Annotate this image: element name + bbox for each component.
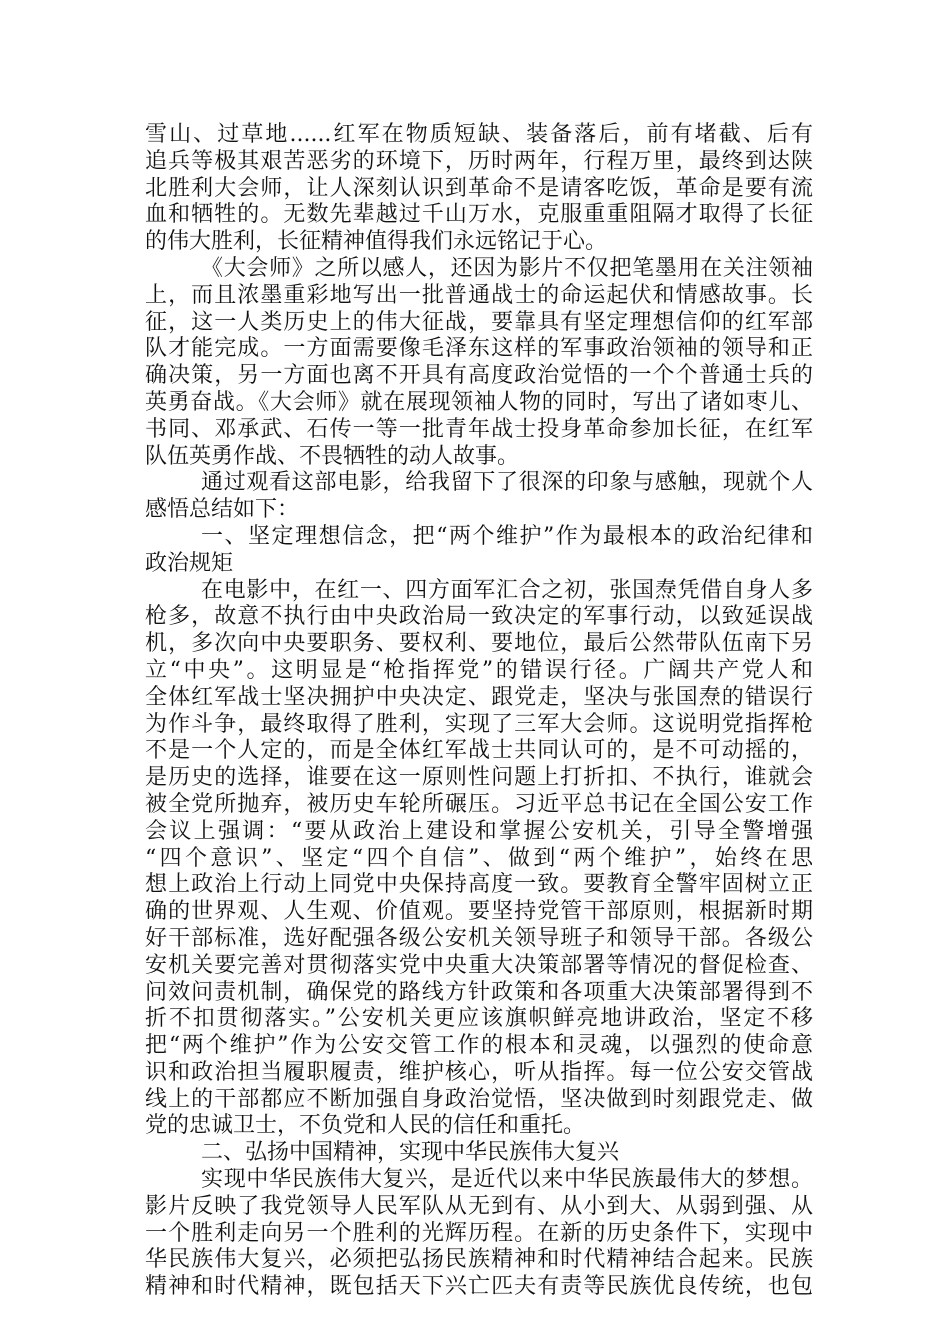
text-line: 追兵等极其艰苦恶劣的环境下，历时两年，行程万里，最终到达陕 [145, 148, 813, 174]
text-line: 把“两个维护”作为公安交管工作的根本和灵魂，以强烈的使命意 [145, 1033, 813, 1059]
text-line: 队才能完成。一方面需要像毛泽东这样的军事政治领袖的领导和正 [145, 336, 813, 362]
text-line: 实现中华民族伟大复兴，是近代以来中华民族最伟大的梦想。 [201, 1167, 813, 1193]
text-line: 北胜利大会师，让人深刻认识到革命不是请客吃饭，革命是要有流 [145, 175, 813, 201]
text-line: 队伍英勇作战、不畏牺牲的动人故事。 [145, 443, 520, 469]
text-line: 确决策，另一方面也离不开具有高度政治觉悟的一个个普通士兵的 [145, 363, 813, 389]
text-line: 枪多，故意不执行由中央政治局一致决定的军事行动，以致延误战 [145, 604, 813, 630]
text-line: 在电影中，在红一、四方面军汇合之初，张国焘凭借自身人多 [201, 577, 813, 603]
text-line: 不是一个人定的，而是全体红军战士共同认可的，是不可动摇的， [145, 738, 813, 764]
text-line: 党的忠诚卫士，不负党和人民的信任和重托。 [145, 1113, 586, 1139]
text-line: 是历史的选择，谁要在这一原则性问题上打折扣、不执行，谁就会 [145, 765, 813, 791]
text-line: 雪山、过草地......红军在物质短缺、装备落后，前有堵截、后有 [145, 122, 813, 147]
section-heading-line: 二、弘扬中国精神，实现中华民族伟大复兴 [201, 1140, 620, 1166]
text-line: 书同、邓承武、石传一等一批青年战士投身革命参加长征，在红军 [145, 416, 813, 442]
text-line: 识和政治担当履职履责，维护核心，听从指挥。每一位公安交管战 [145, 1059, 813, 1085]
text-line: 英勇奋战。《大会师》就在展现领袖人物的同时，写出了诸如枣儿、 [145, 389, 813, 415]
text-line: 问效问责机制，确保党的路线方针政策和各项重大决策部署得到不 [145, 979, 813, 1005]
text-line: 《大会师》之所以感人，还因为影片不仅把笔墨用在关注领袖 [201, 255, 813, 281]
text-line: 线上的干部都应不断加强自身政治觉悟，坚决做到时刻跟党走、做 [145, 1086, 813, 1112]
text-line: 的伟大胜利，长征精神值得我们永远铭记于心。 [145, 229, 608, 255]
text-line: 影片反映了我党领导人民军队从无到有、从小到大、从弱到强、从 [145, 1193, 813, 1219]
text-line: 华民族伟大复兴，必须把弘扬民族精神和时代精神结合起来。民族 [145, 1247, 813, 1273]
text-line: 精神和时代精神，既包括天下兴亡匹夫有责等民族优良传统，也包 [145, 1274, 813, 1300]
text-line: 被全党所抛弃，被历史车轮所碾压。习近平总书记在全国公安工作 [145, 791, 813, 817]
text-line: 征，这一人类历史上的伟大征战，要靠具有坚定理想信仰的红军部 [145, 309, 813, 335]
section-heading-line: 一、坚定理想信念，把“两个维护”作为最根本的政治纪律和 [201, 523, 813, 549]
text-line: 想上政治上行动上同党中央保持高度一致。要教育全警牢固树立正 [145, 872, 813, 898]
text-line: 上，而且浓墨重彩地写出一批普通战士的命运起伏和情感故事。长 [145, 282, 813, 308]
text-line: 通过观看这部电影，给我留下了很深的印象与感触，现就个人 [201, 470, 813, 496]
section-heading-line: 政治规矩 [145, 550, 234, 576]
text-line: 确的世界观、人生观、价值观。要坚持党管干部原则，根据新时期 [145, 899, 813, 925]
text-line: 机，多次向中央要职务、要权利、要地位，最后公然带队伍南下另 [145, 631, 813, 657]
text-line: 立“中央”。这明显是“枪指挥党”的错误行径。广阔共产党人和 [145, 657, 813, 683]
text-line: 安机关要完善对贯彻落实党中央重大决策部署等情况的督促检查、 [145, 952, 813, 978]
document-body [145, 122, 813, 1301]
text-line: 感悟总结如下： [145, 497, 300, 523]
text-line: 为作斗争，最终取得了胜利，实现了三军大会师。这说明党指挥枪 [145, 711, 813, 737]
text-line: 全体红军战士坚决拥护中央决定、跟党走，坚决与张国焘的错误行 [145, 684, 813, 710]
text-line: 会议上强调：“要从政治上建设和掌握公安机关，引导全警增强 [145, 818, 813, 844]
text-line: 折不扣贯彻落实。”公安机关更应该旗帜鲜亮地讲政治，坚定不移 [145, 1006, 813, 1032]
text-line: “四个意识”、坚定“四个自信”、做到“两个维护”，始终在思 [145, 845, 813, 871]
text-line: 一个胜利走向另一个胜利的光辉历程。在新的历史条件下，实现中 [145, 1220, 813, 1246]
text-line: 好干部标准，选好配强各级公安机关领导班子和领导干部。各级公 [145, 925, 813, 951]
text-line: 血和牺牲的。无数先辈越过千山万水，克服重重阻隔才取得了长征 [145, 202, 813, 228]
